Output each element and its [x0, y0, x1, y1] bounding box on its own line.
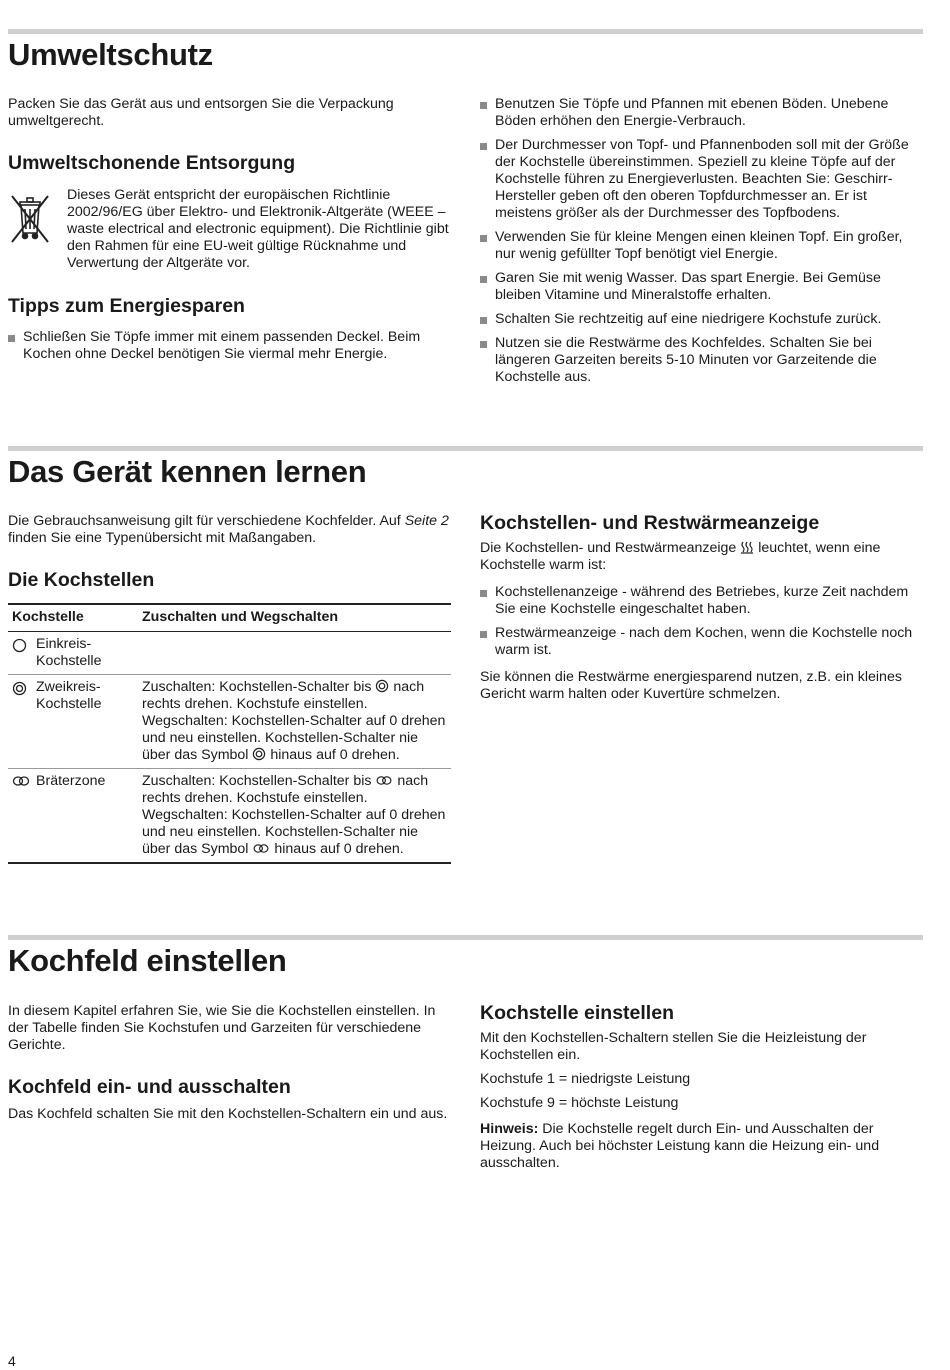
tips-heading: Tipps zum Energiesparen	[8, 295, 245, 317]
zone-instructions	[138, 632, 451, 675]
right-column-2	[480, 512, 924, 703]
residual-outro: Sie können die Restwärme energiesparend nutzen, z.B. ein kleines Gericht warm halten oder Kuvertüre schmelzen.	[480, 669, 902, 702]
level-min: Kochstufe 1 = niedrigste Leistung	[480, 1071, 691, 1087]
list-item: Verwenden Sie für kleine Mengen einen kleinen Topf. Ein großer, nur wenig gefüllter Topf benötigt viel Energie.	[480, 229, 924, 263]
tips-list-left	[8, 329, 452, 363]
page-reference-link[interactable]: Seite 2	[404, 513, 449, 529]
residual-intro: Die Kochstellen- und Restwärmeanzeige leuchtet, wenn eine Kochstelle warm ist:	[480, 540, 881, 573]
section-divider	[8, 29, 923, 34]
list-item: Schalten Sie rechtzeitig auf eine niedrigere Kochstufe zurück.	[480, 311, 924, 328]
section-divider	[8, 446, 923, 451]
right-column-3	[480, 1002, 924, 1172]
list-item: Kochstellenanzeige - während des Betriebes, kurze Zeit nachdem Sie eine Kochstelle eingeschaltet haben.	[480, 584, 924, 618]
note-label: Hinweis:	[480, 1121, 539, 1137]
onoff-text: Das Kochfeld schalten Sie mit den Kochstellen-Schaltern ein und aus.	[8, 1106, 448, 1122]
section-title-umweltschutz: Umweltschutz	[8, 37, 213, 72]
zone-name: Zweikreis-Kochstelle	[36, 679, 102, 712]
list-item: Garen Sie mit wenig Wasser. Das spart Energie. Bei Gemüse bleiben Vitamine und Mineralstoffe erhalten.	[480, 270, 924, 304]
double-circle-icon	[375, 679, 389, 693]
double-circle-icon	[252, 747, 266, 761]
table-row	[8, 632, 451, 675]
zone-instructions: Zuschalten: Kochstellen-Schalter bis nach rechts drehen. Kochstufe einstellen. Wegschalten: Kochstellen-Schalter auf 0 drehen und neu einstellen. Kochstellen-Schalter nie über das Symbol hinaus auf 0 drehen.	[138, 769, 451, 864]
cooking-zones-table	[8, 603, 451, 864]
intro-text: In diesem Kapitel erfahren Sie, wie Sie die Kochstellen einstellen. In der Tabelle finden Sie Kochstufen und Garzeiten für verschiedene Gerichte.	[8, 1003, 436, 1053]
left-column-3	[8, 1003, 452, 1123]
disposal-heading: Umweltschonende Entsorgung	[8, 152, 296, 174]
zone-instructions: Zuschalten: Kochstellen-Schalter bis nach rechts drehen. Kochstufe einstellen. Wegschalten: Kochstellen-Schalter auf 0 drehen und neu einstellen. Kochstellen-Schalter nie über das Symbol hinaus auf 0 drehen.	[138, 675, 451, 769]
roasting-zone-icon	[12, 773, 36, 792]
single-circle-icon	[12, 636, 36, 670]
table-row	[8, 769, 451, 864]
intro-text: Die Gebrauchsanweisung gilt für verschiedene Kochfelder. Auf Seite 2 finden Sie eine Typenübersicht mit Maßangaben.	[8, 513, 449, 546]
section-title-geraet: Das Gerät kennen lernen	[8, 454, 367, 489]
onoff-heading: Kochfeld ein- und ausschalten	[8, 1076, 291, 1098]
roasting-zone-icon	[252, 843, 270, 854]
set-zone-heading: Kochstelle einstellen	[480, 1002, 674, 1024]
right-column-1	[480, 96, 924, 386]
table-header: Zuschalten und Wegschalten	[138, 604, 451, 632]
list-item: Benutzen Sie Töpfe und Pfannen mit ebenen Böden. Unebene Böden erhöhen den Energie-Verbrauch.	[480, 96, 924, 130]
intro-text: Packen Sie das Gerät aus und entsorgen Sie die Verpackung umweltgerecht.	[8, 96, 394, 129]
zone-name: Bräterzone	[36, 773, 106, 789]
level-max: Kochstufe 9 = höchste Leistung	[480, 1095, 679, 1111]
page-number: 4	[8, 1353, 16, 1369]
note-text: Hinweis: Die Kochstelle regelt durch Ein- und Ausschalten der Heizung. Auch bei höchster Leistung kann die Heizung ein- und ausschalten.	[480, 1121, 880, 1171]
section-divider	[8, 935, 923, 940]
disposal-text: Dieses Gerät entspricht der europäischen Richtlinie 2002/96/EG über Elektro- und Elektronik-Altgeräte (WEEE – waste electrical and electronic equipment). Die Richtlinie gibt den Rahmen für eine EU-weit gültige Rücknahme und Verwertung der Altgeräte vor.	[67, 187, 449, 271]
tips-list-right	[480, 96, 924, 386]
residual-heat-heading: Kochstellen- und Restwärmeanzeige	[480, 512, 820, 534]
list-item: Schließen Sie Töpfe immer mit einem passenden Deckel. Beim Kochen ohne Deckel benötigen Sie viermal mehr Energie.	[8, 329, 452, 363]
table-header: Kochstelle	[8, 604, 138, 632]
disposal-block	[8, 187, 452, 272]
double-circle-icon	[12, 679, 36, 713]
table-row	[8, 675, 451, 769]
zones-heading: Die Kochstellen	[8, 569, 155, 591]
list-item: Nutzen sie die Restwärme des Kochfeldes. Schalten Sie bei längeren Garzeiten bereits 5-10 Minuten vor Garzeitende die Kochstelle aus.	[480, 335, 924, 386]
left-column-1	[8, 96, 452, 363]
roasting-zone-icon	[375, 775, 393, 786]
list-item: Restwärmeanzeige - nach dem Kochen, wenn die Kochstelle noch warm ist.	[480, 625, 924, 659]
left-column-2	[8, 513, 452, 864]
section-title-kochfeld: Kochfeld einstellen	[8, 943, 287, 978]
residual-list	[480, 584, 924, 659]
residual-heat-icon	[740, 540, 754, 554]
list-item: Der Durchmesser von Topf- und Pfannenboden soll mit der Größe der Kochstelle übereinstimmen. Speziell zu kleine Töpfe auf der Kochstelle führen zu Energieverlusten. Beachten Sie: Geschirr-Hersteller geben oft den oberen Topfdurchmesser an. Er ist meistens größer als der Durchmesser des Topfbodens.	[480, 137, 924, 222]
crossed-bin-icon	[8, 187, 67, 272]
set-zone-text: Mit den Kochstellen-Schaltern stellen Sie die Heizleistung der Kochstellen ein.	[480, 1030, 867, 1063]
zone-name: Einkreis-Kochstelle	[36, 636, 102, 669]
